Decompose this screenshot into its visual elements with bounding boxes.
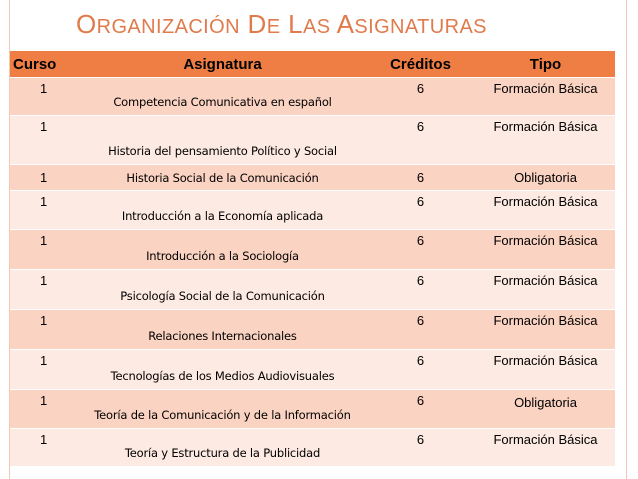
cell-tipo: Formación Básica xyxy=(476,429,615,466)
subjects-table xyxy=(10,51,615,466)
cell-asignatura: Teoría de la Comunicación y de la Información xyxy=(80,390,365,429)
cell-curso: 1 xyxy=(10,165,80,191)
cell-asignatura: Relaciones Internacionales xyxy=(80,310,365,350)
cell-curso: 1 xyxy=(10,429,80,466)
cell-asignatura: Psicología Social de la Comunicación xyxy=(80,270,365,310)
table-row xyxy=(10,165,615,191)
cell-curso: 1 xyxy=(10,78,80,116)
cell-asignatura: Historia del pensamiento Político y Social xyxy=(80,116,365,165)
cell-asignatura: Introducción a la Economía aplicada xyxy=(80,191,365,230)
page-title-svg-text: ORGANIZACIÓN DE LAS ASIGNATURAS xyxy=(76,9,487,39)
table-header-row xyxy=(10,51,615,78)
table-row xyxy=(10,350,615,390)
cell-curso: 1 xyxy=(10,270,80,310)
cell-creditos: 6 xyxy=(365,230,476,270)
column-header-curso: Curso xyxy=(10,51,80,78)
cell-tipo: Formación Básica xyxy=(476,230,615,270)
cell-asignatura: Competencia Comunicativa en español xyxy=(80,78,365,116)
table-row xyxy=(10,78,615,116)
page-title xyxy=(76,4,546,44)
cell-asignatura: Historia Social de la Comunicación xyxy=(80,165,365,191)
column-header-asignatura: Asignatura xyxy=(80,51,365,78)
cell-asignatura: Teoría y Estructura de la Publicidad xyxy=(80,429,365,466)
column-header-tipo: Tipo xyxy=(476,51,615,78)
table-row xyxy=(10,429,615,466)
cell-tipo: Formación Básica xyxy=(476,270,615,310)
page-title-text xyxy=(76,4,546,44)
column-header-creditos: Créditos xyxy=(365,51,476,78)
cell-curso: 1 xyxy=(10,390,80,429)
cell-creditos: 6 xyxy=(365,78,476,116)
cell-tipo: Obligatoria xyxy=(476,390,615,429)
cell-creditos: 6 xyxy=(365,191,476,230)
table-row xyxy=(10,310,615,350)
cell-curso: 1 xyxy=(10,310,80,350)
cell-asignatura: Introducción a la Sociología xyxy=(80,230,365,270)
cell-creditos: 6 xyxy=(365,350,476,390)
cell-asignatura: Tecnologías de los Medios Audiovisuales xyxy=(80,350,365,390)
cell-curso: 1 xyxy=(10,350,80,390)
right-frame-line xyxy=(626,0,627,479)
cell-tipo: Formación Básica xyxy=(476,78,615,116)
cell-creditos: 6 xyxy=(365,116,476,165)
table-row xyxy=(10,191,615,230)
cell-tipo: Formación Básica xyxy=(476,191,615,230)
table-row xyxy=(10,230,615,270)
cell-creditos: 6 xyxy=(365,165,476,191)
cell-tipo: Formación Básica xyxy=(476,116,615,165)
table-row xyxy=(10,390,615,429)
cell-creditos: 6 xyxy=(365,390,476,429)
cell-curso: 1 xyxy=(10,116,80,165)
cell-curso: 1 xyxy=(10,191,80,230)
cell-tipo: Formación Básica xyxy=(476,310,615,350)
cell-tipo: Obligatoria xyxy=(476,165,615,191)
cell-creditos: 6 xyxy=(365,429,476,466)
cell-tipo: Formación Básica xyxy=(476,350,615,390)
cell-creditos: 6 xyxy=(365,310,476,350)
table-row xyxy=(10,270,615,310)
table-row xyxy=(10,116,615,165)
cell-curso: 1 xyxy=(10,230,80,270)
cell-creditos: 6 xyxy=(365,270,476,310)
